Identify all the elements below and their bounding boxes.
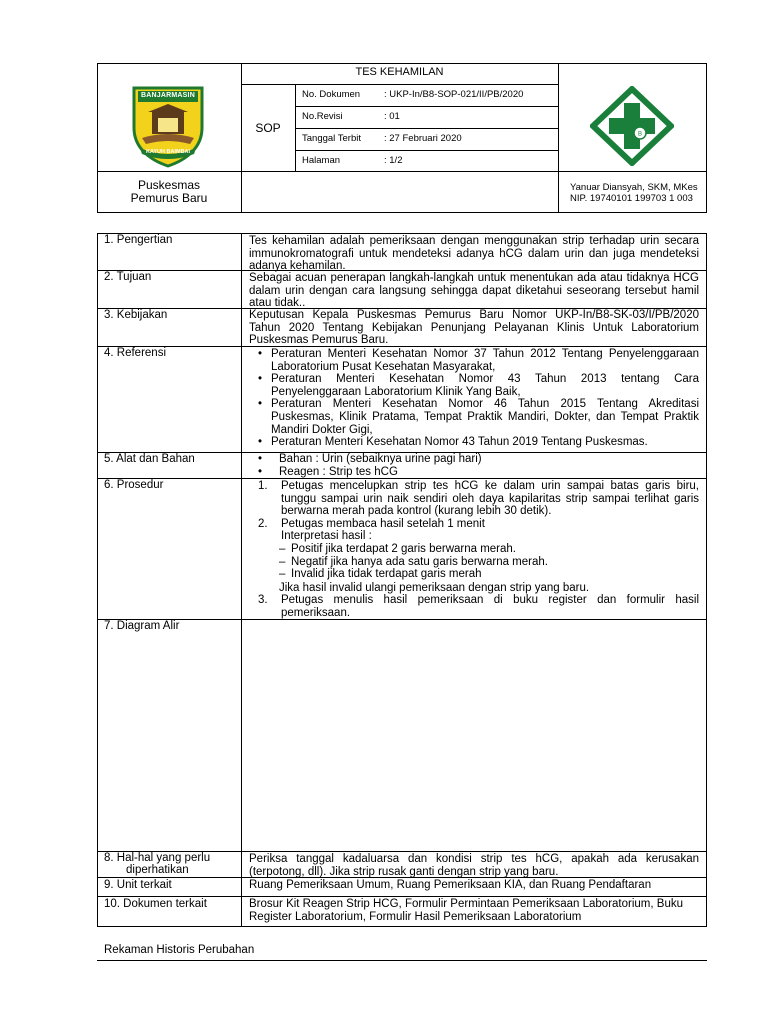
meta-key-no-dokumen: No. Dokumen [302, 89, 361, 100]
label-hal-line1: 8. Hal-hal yang perlu [104, 852, 211, 864]
logo-text-bottom: KAYUH BAIMBAI [145, 149, 191, 155]
city-logo [128, 82, 208, 168]
list-item: – Negatif jika hanya ada satu garis berwarna merah. [249, 556, 699, 569]
meta-key-tanggal: Tanggal Terbit [302, 133, 361, 144]
meta-key-no-revisi: No.Revisi [302, 111, 343, 122]
doc-title: TES KEHAMILAN [355, 66, 444, 78]
footer-divider [97, 960, 707, 961]
org-name-line1: Puskesmas [137, 178, 201, 192]
step-text: Petugas membaca hasil setelah 1 menit [281, 517, 485, 530]
sop-label: SOP [255, 121, 281, 135]
list-prosedur-step3 [249, 594, 699, 619]
puskesmas-logo [590, 86, 674, 166]
text-hal: Periksa tanggal kadaluarsa dan kondisi strip tes hCG, apakah ada kerusakan (terpotong, dll). Jika strip rusak ganti dengan strip yang baru. [249, 853, 699, 878]
text-unit: Ruang Pemeriksaan Umum, Ruang Pemeriksaan KIA, dan Ruang Pendaftaran [249, 879, 652, 891]
label-pengertian: 1. Pengertian [104, 234, 173, 246]
label-hal-line2: diperhatikan [126, 864, 189, 876]
org-name-line2: Pemurus Baru [130, 191, 208, 205]
label-unit: 9. Unit terkait [104, 879, 172, 891]
step-number: 2. [258, 517, 268, 530]
label-referensi: 4. Referensi [104, 347, 167, 359]
meta-key-halaman: Halaman [302, 155, 341, 166]
list-alat [249, 453, 699, 478]
interpretation-title: Interpretasi hasil : [281, 530, 372, 543]
list-item [249, 480, 699, 518]
list-item: • Bahan : Urin (sebaiknya urine pagi hari) [249, 453, 699, 466]
label-kebijakan: 3. Kebijakan [104, 309, 168, 321]
step-text: Petugas menulis hasil pemeriksaan di buku register dan formulir hasil pemeriksaan. [281, 594, 699, 619]
list-item: • Peraturan Menteri Kesehatan Nomor 43 Tahun 2013 tentang Cara Penyelenggaraan Laboratorium Klinik Yang Baik, [249, 373, 699, 398]
step-number: 1. [258, 480, 268, 492]
meta-value-no-revisi: : 01 [384, 111, 400, 122]
label-diagram: 7. Diagram Alir [104, 620, 180, 632]
list-item: • Peraturan Menteri Kesehatan Nomor 37 Tahun 2012 Tentang Penyelenggaraan Laboratorium Pusat Kesehatan Masyarakat, [249, 348, 699, 373]
text-kebijakan: Keputusan Kepala Puskesmas Pemurus Baru Nomor UKP-In/B8-SK-03/I/PB/2020 Tahun 2020 Tentang Kebijakan Penunjang Pelayanan Klinis Untuk Laboratorium Puskesmas Pemurus Baru. [249, 309, 699, 347]
list-item: • Reagen : Strip tes hCG [249, 466, 699, 479]
label-tujuan: 2. Tujuan [104, 271, 152, 283]
label-dokumen: 10. Dokumen terkait [104, 898, 207, 910]
list-item [249, 594, 699, 619]
step-text: Petugas mencelupkan strip tes hCG ke dalam urin sampai batas garis biru, tunggu sampai urin naik sendiri oleh daya kapilaritas strip sampai terlihat garis berwarna merah pada kontrol (kurang lebih 30 detik). [281, 480, 699, 518]
list-referensi [249, 348, 699, 449]
list-item: – Invalid jika tidak terdapat garis merah [249, 568, 699, 581]
step-number: 3. [258, 594, 268, 606]
meta-value-tanggal: : 27 Februari 2020 [384, 133, 462, 144]
interpretation-note: Jika hasil invalid ulangi pemeriksaan dengan strip yang baru. [279, 582, 590, 594]
signer-nip: NIP. 19740101 199703 1 003 [570, 193, 693, 204]
list-item [249, 518, 699, 543]
logo-text-top: BANJARMASIN [141, 92, 195, 99]
list-item: – Positif jika terdapat 2 garis berwarna merah. [249, 543, 699, 556]
label-alat: 5. Alat dan Bahan [104, 453, 195, 465]
svg-text:B: B [637, 131, 643, 138]
list-interpretasi [249, 543, 699, 581]
list-prosedur [249, 480, 699, 543]
text-dokumen: Brosur Kit Reagen Strip HCG, Formulir Permintaan Pemeriksaan Laboratorium, Buku Register Laboratorium, Formulir Hasil Pemeriksaan Laboratorium [249, 898, 683, 923]
meta-value-no-dokumen: : UKP-In/B8-SOP-021/II/PB/2020 [384, 89, 524, 100]
text-tujuan: Sebagai acuan penerapan langkah-langkah untuk menentukan ada atau tidaknya HCG dalam urin dengan cara langsung sehingga dapat diketahui seseorang tersebut hamil atau tidak.. [249, 272, 699, 310]
rekaman-historis-title: Rekaman Historis Perubahan [104, 944, 255, 956]
list-item: • Peraturan Menteri Kesehatan Nomor 43 Tahun 2019 Tentang Puskesmas. [249, 436, 699, 449]
text-pengertian: Tes kehamilan adalah pemeriksaan dengan menggunakan strip terhadap urin secara immunokromatografi untuk mendeteksi adanya hCG dalam urin dan juga mendeteksi adanya kehamilan. [249, 235, 699, 273]
signer-name: Yanuar Diansyah, SKM, MKes [570, 182, 698, 193]
label-prosedur: 6. Prosedur [104, 479, 164, 491]
list-item: • Peraturan Menteri Kesehatan Nomor 46 Tahun 2015 Tentang Akreditasi Puskesmas, Klinik Pratama, Tempat Praktik Mandiri, Dokter, dan Tempat Praktik Mandiri Dokter Gigi, [249, 398, 699, 436]
meta-value-halaman: : 1/2 [384, 155, 403, 166]
